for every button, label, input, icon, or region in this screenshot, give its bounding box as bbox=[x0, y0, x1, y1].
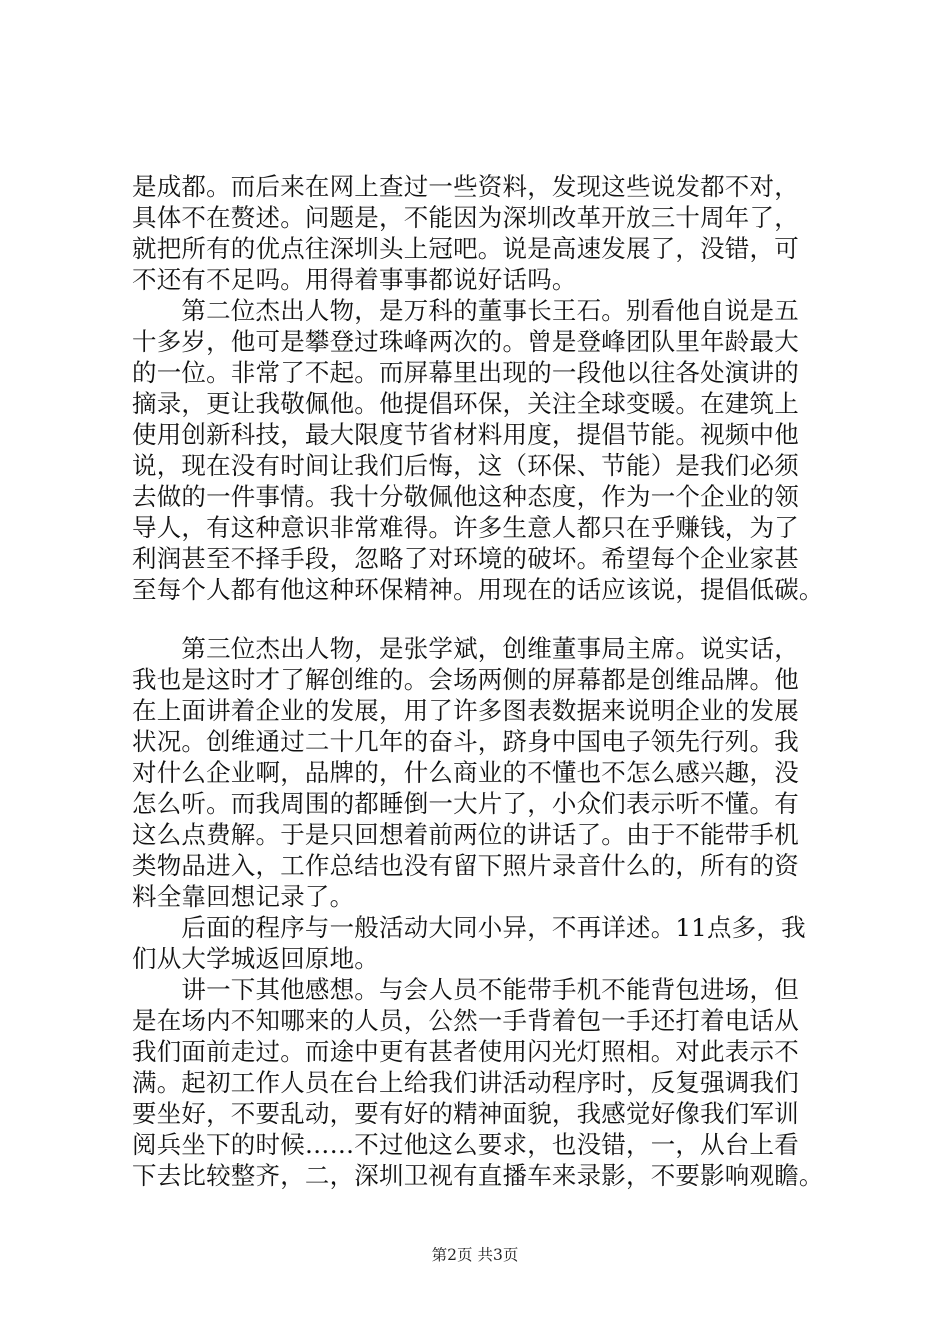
text-line: 导人，有这种意识非常难得。许多生意人都只在乎赚钱，为了 bbox=[132, 513, 799, 542]
text-line: 是在场内不知哪来的人员，公然一手背着包一手还打着电话从 bbox=[132, 1006, 799, 1035]
text-line: 是成都。而后来在网上查过一些资料，发现这些说发都不对， bbox=[132, 172, 799, 201]
text-line: 使用创新科技，最大限度节省材料用度，提倡节能。视频中他 bbox=[132, 420, 799, 449]
text-line: 阅兵坐下的时候……不过他这么要求，也没错，一，从台上看 bbox=[132, 1130, 799, 1159]
document-body bbox=[132, 171, 852, 1191]
text-line: 在上面讲着企业的发展，用了许多图表数据来说明企业的发展 bbox=[132, 696, 799, 725]
page-number-footer: 第2页 共3页 bbox=[431, 1246, 519, 1264]
text-line: 十多岁，他可是攀登过珠峰两次的。曾是登峰团队里年龄最大 bbox=[132, 327, 799, 356]
paragraph-start-line: 第三位杰出人物，是张学斌，创维董事局主席。说实话， bbox=[132, 634, 799, 663]
paragraph-start-line: 讲一下其他感想。与会人员不能带手机不能背包进场，但 bbox=[132, 975, 799, 1004]
text-line: 至每个人都有他这种环保精神。用现在的话应该说，提倡低碳。 bbox=[132, 575, 824, 604]
text-line: 下去比较整齐，二，深圳卫视有直播车来录影，不要影响观瞻。 bbox=[132, 1161, 824, 1190]
text-line: 利润甚至不择手段，忽略了对环境的破坏。希望每个企业家甚 bbox=[132, 544, 799, 573]
text-line: 说，现在没有时间让我们后悔，这（环保、节能）是我们必须 bbox=[132, 451, 799, 480]
paragraph-start-line: 后面的程序与一般活动大同小异，不再详述。11点多，我 bbox=[132, 913, 806, 942]
text-line: 不还有不足吗。用得着事事都说好话吗。 bbox=[132, 265, 577, 294]
text-line: 们从大学城返回原地。 bbox=[132, 944, 379, 973]
paragraph-start-line: 第二位杰出人物，是万科的董事长王石。别看他自说是五 bbox=[132, 296, 799, 325]
text-line: 的一位。非常了不起。而屏幕里出现的一段他以往各处演讲的 bbox=[132, 358, 799, 387]
text-line: 我们面前走过。而途中更有甚者使用闪光灯照相。对此表示不 bbox=[132, 1037, 799, 1066]
text-line: 我也是这时才了解创维的。会场两侧的屏幕都是创维品牌。他 bbox=[132, 665, 799, 694]
text-line: 去做的一件事情。我十分敬佩他这种态度，作为一个企业的领 bbox=[132, 482, 799, 511]
text-line: 这么点费解。于是只回想着前两位的讲话了。由于不能带手机 bbox=[132, 820, 799, 849]
text-line: 对什么企业啊，品牌的，什么商业的不懂也不怎么感兴趣，没 bbox=[132, 758, 799, 787]
text-line: 怎么听。而我周围的都睡倒一大片了，小众们表示听不懂。有 bbox=[132, 789, 799, 818]
text-line: 状况。创维通过二十几年的奋斗，跻身中国电子领先行列。我 bbox=[132, 727, 799, 756]
text-line: 满。起初工作人员在台上给我们讲活动程序时，反复强调我们 bbox=[132, 1068, 799, 1097]
text-line: 摘录，更让我敬佩他。他提倡环保，关注全球变暖。在建筑上 bbox=[132, 389, 799, 418]
text-line: 要坐好，不要乱动，要有好的精神面貌，我感觉好像我们军训 bbox=[132, 1099, 799, 1128]
text-line: 料全靠回想记录了。 bbox=[132, 882, 355, 911]
paragraph-gap bbox=[132, 605, 852, 633]
text-line: 就把所有的优点往深圳头上冠吧。说是高速发展了，没错，可 bbox=[132, 234, 799, 263]
text-line: 类物品进入，工作总结也没有留下照片录音什么的，所有的资 bbox=[132, 851, 799, 880]
text-line: 具体不在赘述。问题是，不能因为深圳改革开放三十周年了， bbox=[132, 203, 799, 232]
